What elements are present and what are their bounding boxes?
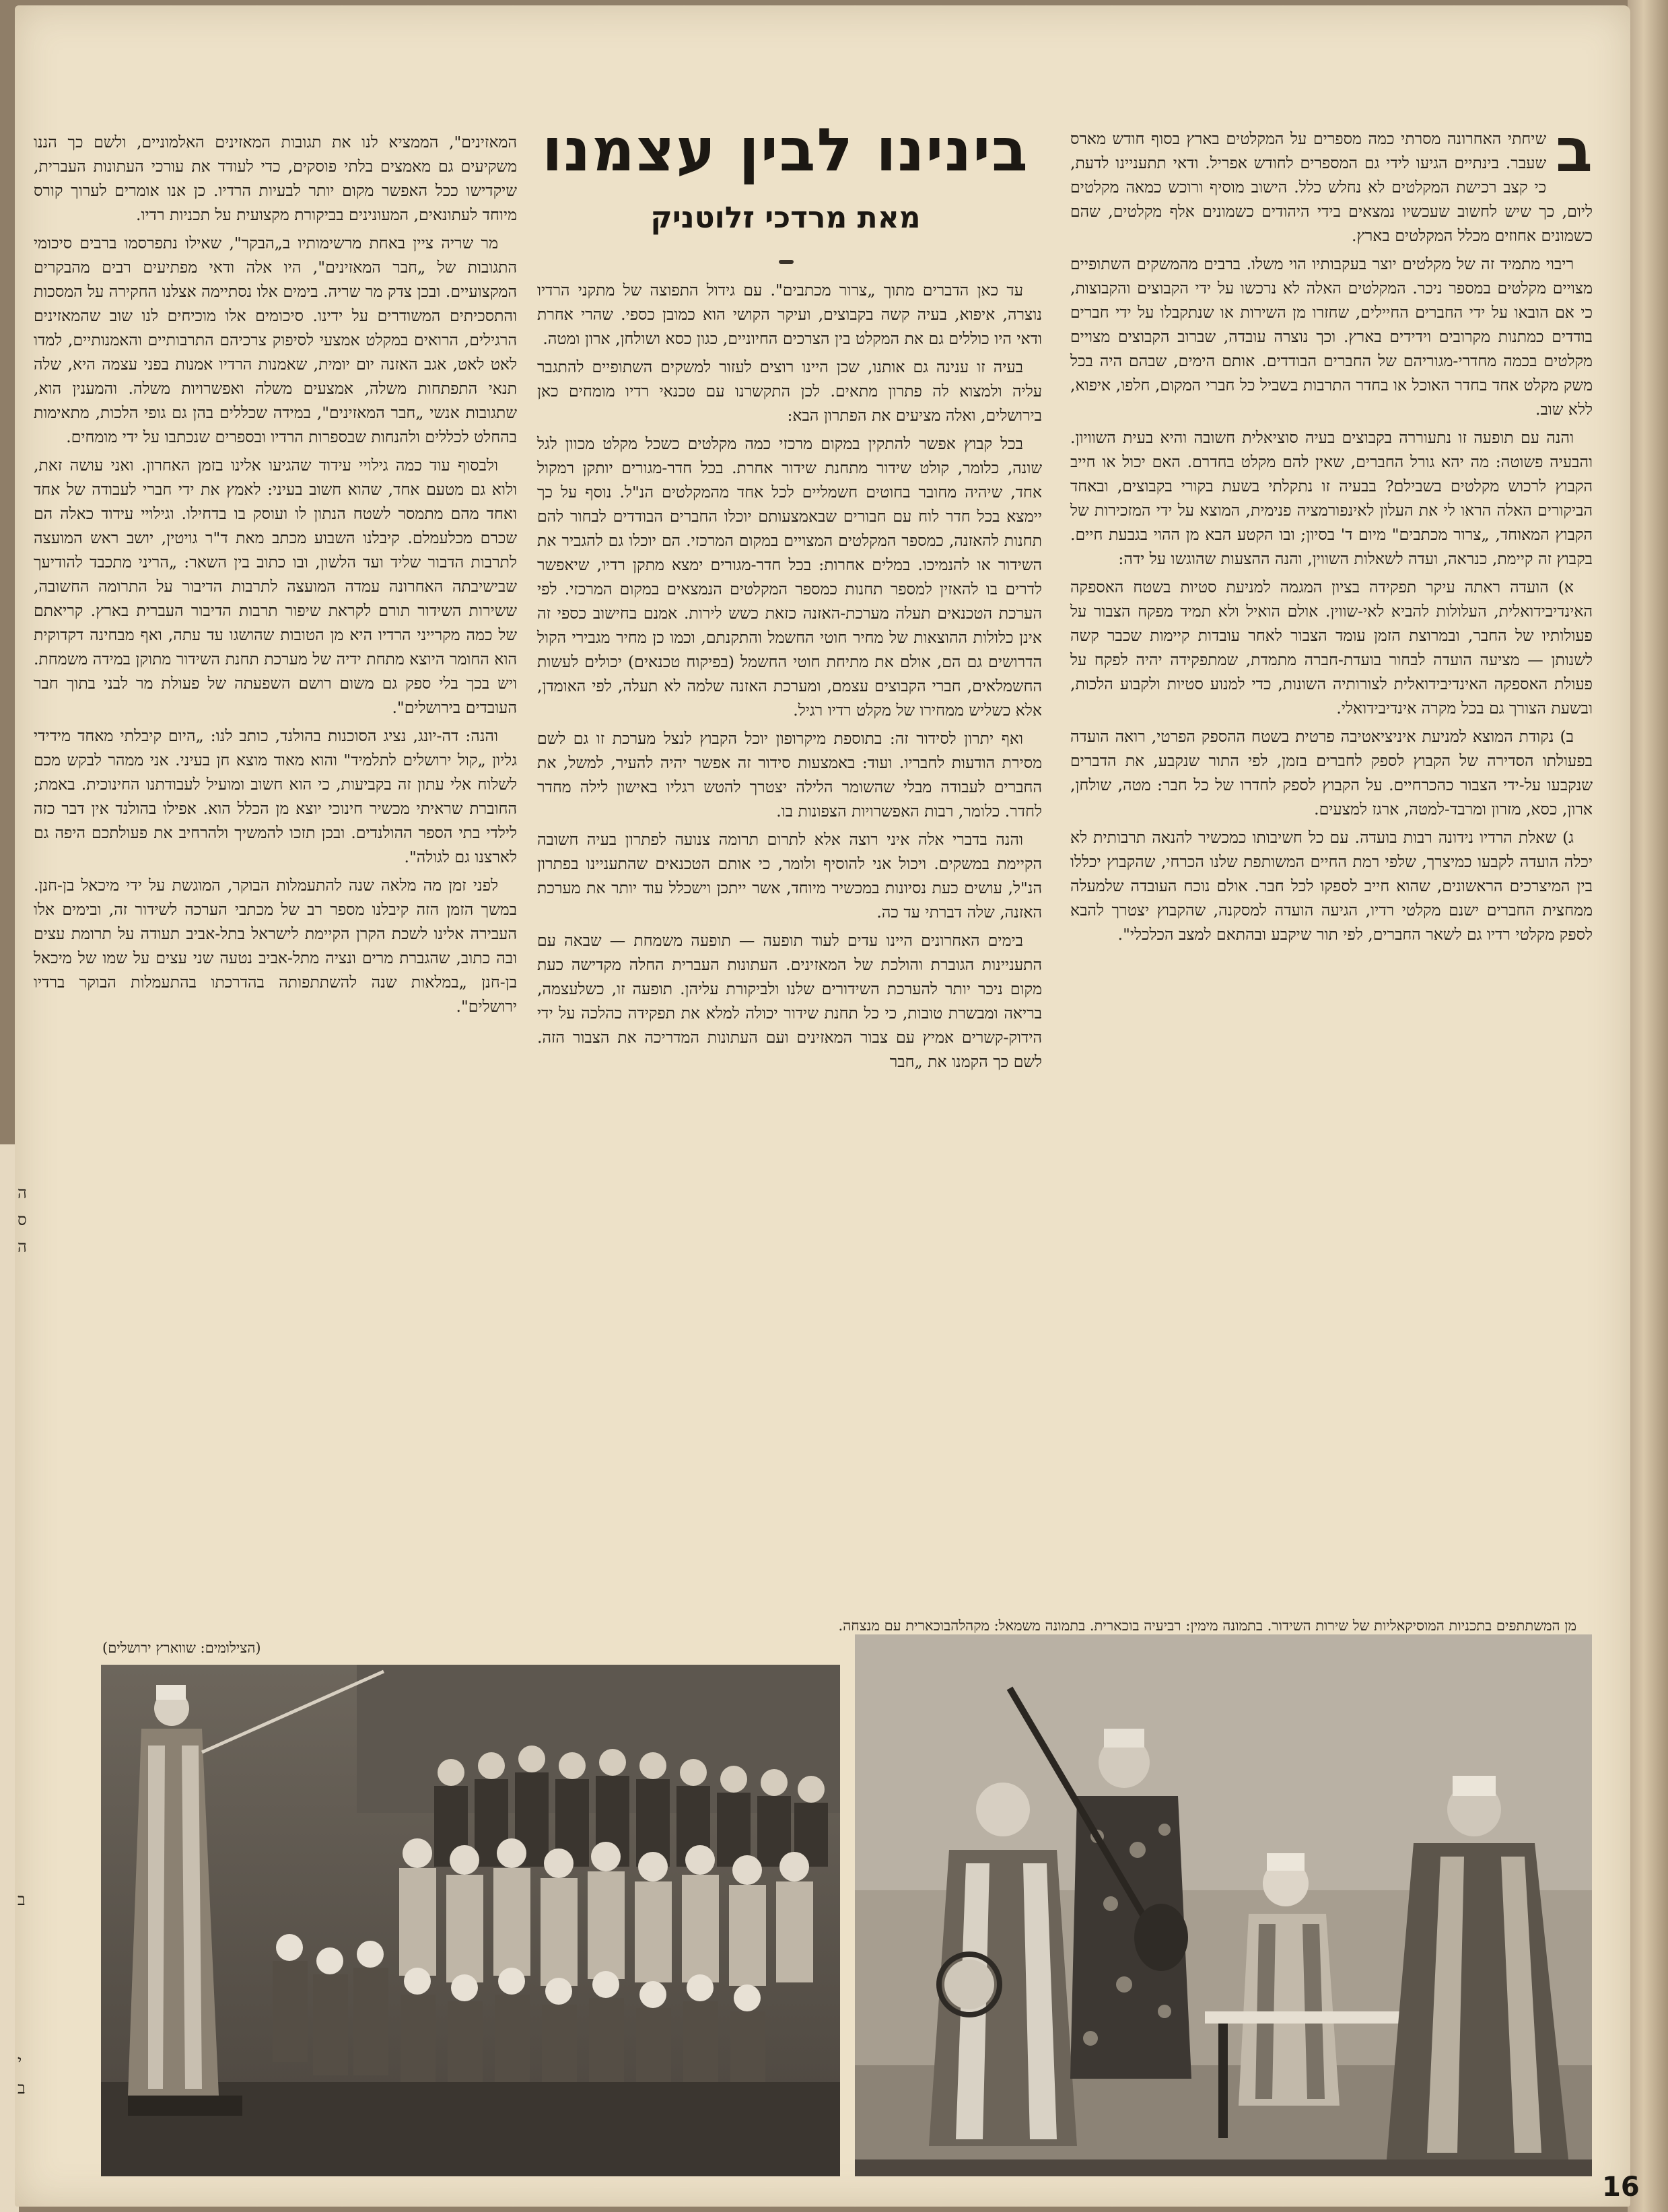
paragraph: מר שריה ציין באחת מרשימותיו ב„הבקר", שאילו נתפרסמו ברבים סיכומי התגובות של „חבר המאזינים", היו אלה ודאי מפתיעים רבים מהבקרים המקצועיים. ובכן צדק מר שריה. בימים אלו נסתיימה אצלנו החקירה על המסכות והתסכיתים המשודרים על ידינו. סיכומים אלו מוכיחים לנו שוב שהמאזינים הרגילים, הרואים במקלט אמצעי לסיפוק צרכיהם התרבותיים והאמנותיים, למדו לאט לאט, אגב האזנה יום יומית, שאמנות הרדיו אמנות בפני עצמה היא, שלה תנאי התפתחות משלה, אמצעים משלה ואפשרויות משלה. והמענין הוא, שתגובות אנשי „חבר המאזינים", במידה שכללים בהן גם גופי הלכות, מתאימות בהחלט לכללים ולהנחות שבספרות הרדיו ובספרים שנכתבו על ידי מומחים. <box>34 234 517 446</box>
title-ornament <box>779 260 794 264</box>
facing-page-margin-letter: ה <box>18 1237 27 1256</box>
paragraph: ולבסוף עוד כמה גילויי עידוד שהגיעו אלינו בזמן האחרון. ואני עושה זאת, ולוא גם מטעם אחד, שהוא חשוב בעיני: לאמץ את ידי חברי לעבודה של אחד ואחד מהם מתמסר לשטח הנתון לו ועוסק בו בדחילו. וגילויי עידוד כאלה הם שכרם מכלעמלם. קיבלנו השבוע מכתב מאת ד"ר גויטין, יושב ראש המועצה לתרבות הדבור שליד ועד הלשון, ובו כתוב בין השאר: „הריני מתכבד להודיעך שבישיבתה האחרונה עמדה המועצה לתרבות הדיבור על התרומה החשובה, ששירות השידור תורם לקראת שיפור תרבות הדיבור העברית בארץ. קריאתם של כמה מקרייני הרדיו היא מן הטובות שהושגו עד עתה, ואף מבחינה דקדוקית הוא החומר היוצא מתחת ידיה של מערכת תחנת השידור מתוקן במידה משמחת. ויש בכך בלי ספק גם משום רושם השפעתה של פעולת מר לבני בתוך חבר העובדים בירושלים". <box>34 456 517 717</box>
paragraph: והנה: דה-יונג, נציג הסוכנות בהולנד, כותב לנו: „היום קיבלתי מאחד מידידי גליון „קול ירושלים לתלמיד" והוא מאוד מוצא חן בעיני. אני ממהר לבקש מכם לשלוח אלי עתון זה בקביעות, כי הוא חשוב ומועיל לעבודתנו החינוכית. באמת; החוברת שראיתי מכשיר חינוכי יוצא מן הכלל הוא. אפילו בהולנד אין דבר כזה לילדי בתי הספר ההולנדים. ובכן תזכו להמשיך ולהרחיב את פעולתכם היפה גם לארצנו גם לגולה". <box>34 726 517 866</box>
column-right <box>1070 115 1593 951</box>
caption-text: מן המשתתפים בתכניות המוסיקאליות של שירות השידור. בתמונה מימין: רביעיה בוכארית. בתמונה משמאל: מקהלהבוכארית עם מנצחה. <box>838 1618 1576 1634</box>
choir-photo-image <box>101 1665 840 2176</box>
facing-page-margin-letter: ב <box>18 1890 26 1909</box>
next-pages-edge <box>1628 0 1668 2212</box>
column-left <box>34 130 517 1023</box>
facing-page-margin-letter: ס <box>18 1210 27 1229</box>
paragraph: ב) נקודת המוצא למניעת איניציאטיבה פרטית בשטח ההספק הפרטי, רואה הועדה בפעולתו הסדירה של הקבוץ לספק לחברים בזמן, לפי התור שנקבע, את הדברים שנקבעו על-ידי הצבור כהכרחיים. על הקבוץ לספק לחדרו של כל חבר: מטה, שולחן, ארון, כסא, מזרון ומרבד-למטה, ארגז למצעים. <box>1070 727 1593 819</box>
paragraph: והנה בדברי אלה איני רוצה אלא לתרום תרומה צנועה לפתרון בעיה חשובה הקיימת במשקים. ויכול אני להוסיף ולומר, כי אותם הטכנאים שהתעניינו בפתרון הנ"ל, עושים כעת נסיונות במכשיר מיוחד, אשר ייתכן וישכלל עוד יותר את מערכת האזנה, שלה דברתי עד כה. <box>537 830 1042 922</box>
photo-credit: (הצילומים: שווארץ ירושלים) <box>102 1640 261 1656</box>
paragraph: בימים האחרונים היינו עדים לעוד תופעה — תופעה משמחת — שבאה עם התעניינות הגוברת והולכת של המאזינים. העתונות העברית החלה מקדישה כעת מקום ניכר יותר להערכת השידורים שלנו ולביקורת עליהן. תופעה זו, כשלעצמה, בריאה ומבשרת טובות, כי כל תחנת שידור יכולה למלא את תפקידה כהלכה על ידי הידוק-קשרים אמיץ עם צבור המאזינים ועם העתונות המדריכה את הצבור הזה. לשם כך הקמנו את „חבר <box>537 931 1042 1071</box>
paragraph: ואף יתרון לסידור זה: בתוספת מיקרופון יוכל הקבוץ לנצל מערכת זו גם לשם מסירת הודעות לחבריו. ועוד: באמצעות סידור זה אפשר יהיה להעיר, למשל, את החברים לעבודה מבלי שהשומר הלילה יצטרך להטש רגליו באישון לילה מחדר לחדר. כלומר, רבות האפשרויות הצפונות בו. <box>537 729 1042 821</box>
paragraph: המאזינים", הממציא לנו את תגובות המאזינים האלמוניים, ולשם כך הננו משקיעים גם מאמצים בלתי פוסקים, כדי לעודד את עורכי העתונות העברית, שיקדישו ככל האפשר מקום יותר לבעיות הרדיו. כן אנו אומרים לערוך קורס מיוחד לעתונאים, המעונינים בביקורת מקצועית על תכניות רדיו. <box>34 133 517 224</box>
column-middle <box>537 278 1042 1078</box>
paragraph: א) הועדה ראתה עיקר תפקידה בציון המגמה למניעת סטיות בשטח האספקה האינדיבידואלית, העלולות להביא לאי-שווין. אולם הואיל ולא תמיד מפקח הצבור על פעולותיו של החבר, ובמרוצת הזמן עומד הצבור לאחר עובדות קיימות שכבר קשה לשנותן — מציעה הועדה לבחור בועדת-חברה מתמדת, שמתפקידה יהיה לפקח על פעולת האספקה האינדיבידואלית לצורותיה השונות, כדי למנוע סטיות ולקבוע הלכות, ובשעת הצורך גם בכל מקרה אינדיבידואלי. <box>1070 578 1593 718</box>
paragraph: והנה עם תופעה זו נתעוררה בקבוצים בעיה סוציאלית חשובה והיא בעית השוויון. והבעיה פשוטה: מה יהא גורל החברים, שאין להם מקלט בחדרם. האם יכול או חייב הקבוץ לרכוש מקלטים בשבילם? בבעיה זו נתקלתי בשעת בקורי בקבוצים, ובאחד הביקורים האלה הראו לי את העלון לאינפורמציה פנימית, המוצא על ידי המזכירות של הקבוץ המאוחד, „צרור מכתבים" מיום ד' בסיון; ובו הקטע הבא מן ההוי בגבעת חיים. בקבוץ זה קיימת, כנראה, ועדה לשאלות השווין, והנה ההצעות שהוגשו על ידה: <box>1070 428 1593 568</box>
magazine-page <box>15 5 1640 2207</box>
paragraph: בעיה זו ענינה גם אותנו, שכן היינו רוצים לעזור למשקים השתופיים להתגבר עליה ולמצוא לה פתרון מתאים. לכן התקשרנו עם טכנאי רדיו מומחים כאן בירושלים, ואלה מציעים את הפתרון הבא: <box>537 357 1042 425</box>
drop-cap: ב <box>1556 115 1593 186</box>
bukharan-choir-photo <box>101 1665 840 2176</box>
paragraph: ריבוי מתמיד זה של מקלטים יוצר בעקבותיו הוי משלו. ברבים מהמשקים השתופיים מצויים מקלטים במספר ניכר. המקלטים האלה לא נרכשו על ידי הקבוצים והקבוצות, כי אם הובאו על ידי החברים החיילים, שחזרו מן השירות או שנתקבלו על ידי חברים בודדים כמתנות מקרובים וידידים בארץ. וכך נוצרה עובדה, שברוב הקבוצים מצויים מקלטים בכמה מחדרי-מגוריהם של החברים הבודדים. אותם הימים, שבהם היה בכל משק מקלט אחד בחדר האוכל או בחדר התרבות בשביל כל חברי המקום, חלפו, איפוא, ללא שוב. <box>1070 254 1593 419</box>
facing-page-margin-letter: י <box>18 2052 22 2071</box>
paragraph: לפני זמן מה מלאה שנה להתעמלות הבוקר, המוגשת על ידי מיכאל בן-חנן. במשך הזמן הזה קיבלנו מספר רב של מכתבי הערכה לשידור זה, ובימים אלו העבירה אלינו לשכת הקרן הקיימת לישראל בתל-אביב תעודה על תרומת עצים ובה כתוב, שהגברת מרים ונציה מתל-אביב נטעה שני עצים על שמו של מיכאל בן-חנן „במלאות שנה להשתתפותה בהדרכתו בהתעמלות הבוקר ברדיו ירושלים". <box>34 876 517 1016</box>
facing-page-margin-letter: ה <box>18 1183 27 1202</box>
photo-caption <box>838 1616 1576 1636</box>
paragraph: בכל קבוץ אפשר להתקין במקום מרכזי כמה מקלטים כשכל מקלט מכוון לגל שונה, כלומר, קולט שידור מתחנת שידור אחרת. בכל חדר-מגורים יותקן רמקול אחד, שיהיה מחובר בחוטים חשמליים לכל אחד מהמקלטים הנ"ל. נוסף על כך יימצא בכל חדר לוח עם חבורים שבאמצעותם יוכלו החברים הבודדים לבחור להם תחנות להאזנה, כמספר המקלטים המצויים במקום המרכזי. הם יוכלו גם להגביר את השידור או להנמיכו. במלים אחרות: בכל חדר-מגורים ימצא מתקן רדיו, שיאפשר לדרים בו להאזין למספר תחנות כמספר המקלטים הנמצאים במקום המרכזי. לפי הערכת הטכנאים תעלה מערכת-האזנה כזאת כשש לירות. אמנם בחישוב כספי זה אינן כלולות ההוצאות של מחיר חוטי החשמל והתקנתם, וכמו כן מחיר מגבירי הקול הדרושים גם הם, אולם את מתיחת חוטי החשמל (בפיקוח טכנאים) יכולים לעשות החשמלאים, חברי הקבוצים עצמם, ומערכת האזנה שלמה לא תעלה, לפי האומדן, אלא כשליש ממחירו של מקלט רדיו רגיל. <box>537 434 1042 720</box>
facing-page-margin-letter: ב <box>18 2079 26 2098</box>
quartet-photo-image <box>855 1634 1592 2176</box>
page-number: 16 <box>1602 2172 1640 2203</box>
paragraph: ג) שאלת הרדיו נידונה רבות בועדה. עם כל חשיבותו כמכשיר להנאה תרבותית לא יכלה הועדה לקבעו כמיצרך, שלפי רמת החיים המשותפת שלנו הכרחי, שהקבוץ יכללו בין המיצרכים הראשונים, שהוא חייב לספקו לכל חבר. אולם נוכח העובדה שלמעלה ממחצית החברים ישנם מקלטי רדיו, הגיעה הועדה למסקנה, שהקבוץ יצטרך להבא לספק מקלטי רדיו גם לשאר החברים, לפי תור שיקבע ובהתאם למצב הכלכלי". <box>1070 828 1593 944</box>
bukharan-quartet-photo <box>855 1634 1592 2176</box>
paragraph: ב שיחתי האחרונה מסרתי כמה מספרים על המקלטים בארץ בסוף חודש מארס שעבר. בינתיים הגיעו לידי גם המספרים לחודש אפריל. ודאי תתעניינו לדעת, כי קצב רכישת המקלטים לא נחלש כלל. הישוב מוסיף ורוכש כמאה מקלטים ליום, כך שיש לחשוב שעכשיו נמצאים בידי היהודים כשמונים אלף מקלטים, שהם כשמונים אחוזים מכלל המקלטים בארץ. <box>1070 115 1593 245</box>
paragraph: עד כאן הדברים מתוך „צרור מכתבים". עם גידול התפוצה של מתקני הרדיו נוצרה, איפוא, בעיה קשה בקבוצים, ועיקר הקושי הוא כמובן כספי. שהרי אחרת ודאי היו כוללים גם את המקלט בין הצרכים החיוניים, כגון כסא ושולחן, ארון ומטה. <box>537 281 1042 348</box>
article-byline: מאת מרדכי זלוטניק <box>650 201 921 235</box>
article-title: בינינו לבין עצמנו <box>542 115 1029 184</box>
